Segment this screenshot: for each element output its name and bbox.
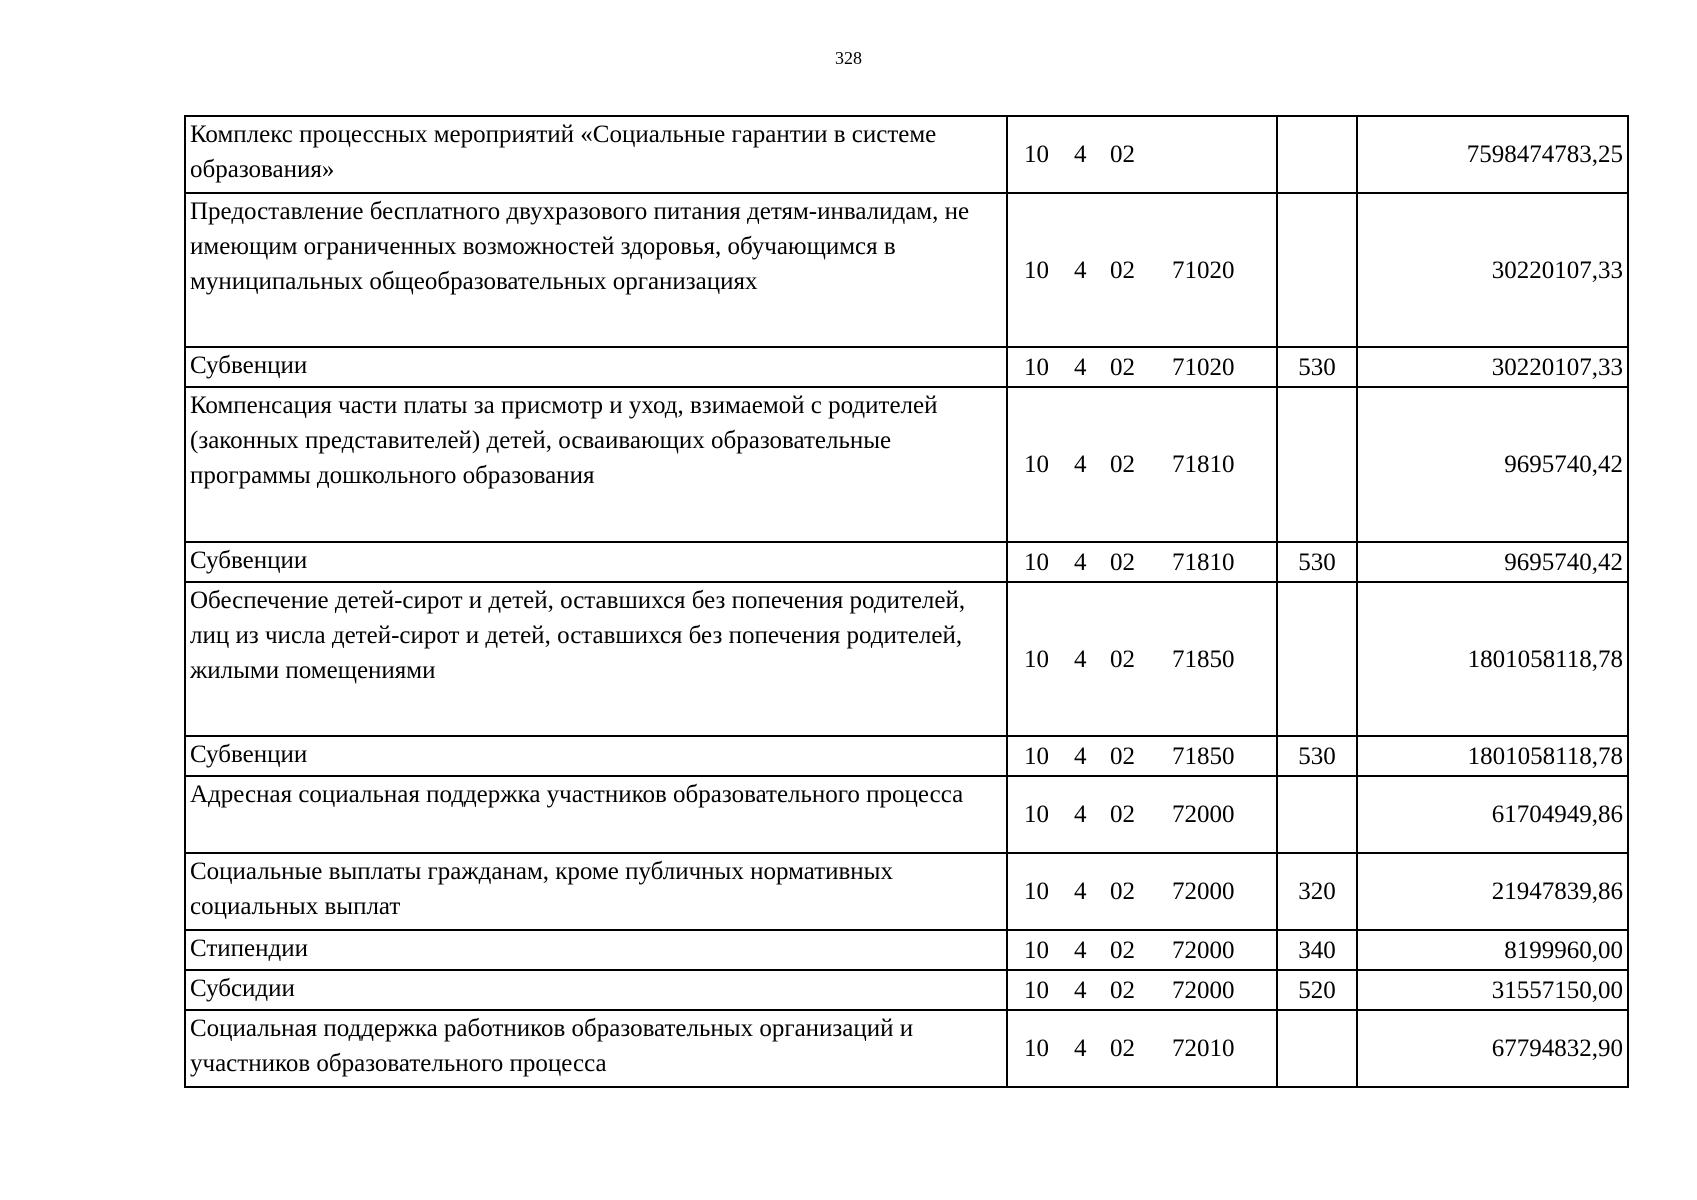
budget-table [184, 115, 1629, 1088]
section-code: 10 [1024, 256, 1049, 284]
row-name: Субсидии [185, 970, 1007, 1010]
amount: 9695740,42 [1357, 387, 1628, 542]
direction-code: 71810 [1172, 451, 1235, 478]
expense-type-code: 320 [1277, 853, 1357, 930]
section-code: 10 [1024, 645, 1049, 673]
subprogram-code: 02 [1110, 548, 1135, 576]
row-code [1007, 853, 1277, 930]
expense-type-code: 530 [1277, 347, 1357, 387]
program-code: 4 [1074, 878, 1087, 905]
table-row [185, 347, 1628, 387]
row-name: Субвенции [185, 347, 1007, 387]
section-code: 10 [1024, 936, 1049, 964]
amount: 7598474783,25 [1357, 116, 1628, 193]
direction-code: 72010 [1172, 1035, 1235, 1062]
program-code: 4 [1074, 1035, 1087, 1062]
expense-type-code: 340 [1277, 930, 1357, 970]
amount: 67794832,90 [1357, 1010, 1628, 1087]
direction-code: 71850 [1172, 742, 1235, 770]
direction-code: 72000 [1172, 801, 1235, 828]
row-name: Адресная социальная поддержка участников образовательного процесса [185, 776, 1007, 853]
program-code: 4 [1074, 645, 1087, 673]
row-code [1007, 970, 1277, 1010]
row-name: Субвенции [185, 542, 1007, 582]
row-name: Социальные выплаты гражданам, кроме публичных нормативных социальных выплат [185, 853, 1007, 930]
expense-type-code: 520 [1277, 970, 1357, 1010]
subprogram-code: 02 [1110, 1035, 1135, 1062]
table-row [185, 930, 1628, 970]
expense-type-code [1277, 776, 1357, 853]
row-name: Субвенции [185, 736, 1007, 776]
row-code [1007, 1010, 1277, 1087]
program-code: 4 [1074, 548, 1087, 576]
page-number: 328 [835, 48, 862, 68]
subprogram-code: 02 [1110, 801, 1135, 828]
section-code: 10 [1024, 1035, 1049, 1062]
table-row [185, 542, 1628, 582]
expense-type-code [1277, 582, 1357, 736]
direction-code: 72000 [1172, 878, 1235, 905]
subprogram-code: 02 [1110, 256, 1135, 284]
program-code: 4 [1074, 353, 1087, 381]
row-code [1007, 347, 1277, 387]
amount: 9695740,42 [1357, 542, 1628, 582]
row-name: Комплекс процессных мероприятий «Социальные гарантии в системе образования» [185, 116, 1007, 193]
amount: 1801058118,78 [1357, 582, 1628, 736]
direction-code: 71020 [1172, 256, 1235, 284]
row-name: Социальная поддержка работников образовательных организаций и участников образовательного процесса [185, 1010, 1007, 1087]
row-name: Стипендии [185, 930, 1007, 970]
direction-code: 71850 [1172, 645, 1235, 673]
subprogram-code: 02 [1110, 451, 1135, 478]
amount: 21947839,86 [1357, 853, 1628, 930]
section-code: 10 [1024, 742, 1049, 770]
program-code: 4 [1074, 936, 1087, 964]
program-code: 4 [1074, 801, 1087, 828]
row-code [1007, 387, 1277, 542]
expense-type-code [1277, 193, 1357, 347]
section-code: 10 [1024, 878, 1049, 905]
row-code [1007, 116, 1277, 193]
program-code: 4 [1074, 256, 1087, 284]
program-code: 4 [1074, 451, 1087, 478]
direction-code: 72000 [1172, 936, 1235, 964]
table-row [185, 970, 1628, 1010]
subprogram-code: 02 [1110, 976, 1135, 1004]
table-row [185, 776, 1628, 853]
section-code: 10 [1024, 451, 1049, 478]
subprogram-code: 02 [1110, 141, 1135, 168]
subprogram-code: 02 [1110, 353, 1135, 381]
table-row [185, 116, 1628, 193]
subprogram-code: 02 [1110, 936, 1135, 964]
subprogram-code: 02 [1110, 645, 1135, 673]
program-code: 4 [1074, 141, 1087, 168]
direction-code: 72000 [1172, 976, 1235, 1004]
subprogram-code: 02 [1110, 742, 1135, 770]
section-code: 10 [1024, 548, 1049, 576]
row-code [1007, 582, 1277, 736]
section-code: 10 [1024, 801, 1049, 828]
section-code: 10 [1024, 353, 1049, 381]
amount: 31557150,00 [1357, 970, 1628, 1010]
amount: 61704949,86 [1357, 776, 1628, 853]
table-row [185, 387, 1628, 542]
row-code [1007, 736, 1277, 776]
row-code [1007, 930, 1277, 970]
direction-code: 71810 [1172, 548, 1235, 576]
amount: 30220107,33 [1357, 193, 1628, 347]
expense-type-code: 530 [1277, 542, 1357, 582]
amount: 30220107,33 [1357, 347, 1628, 387]
table-row [185, 582, 1628, 736]
row-code [1007, 193, 1277, 347]
expense-type-code: 530 [1277, 736, 1357, 776]
table-row [185, 1010, 1628, 1087]
table-row [185, 193, 1628, 347]
row-name: Обеспечение детей-сирот и детей, оставшихся без попечения родителей, лиц из числа детей-сирот и детей, оставшихся без попечения родителей, жилыми помещениями [185, 582, 1007, 736]
row-name: Компенсация части платы за присмотр и уход, взимаемой с родителей (законных представителей) детей, осваивающих образовательные программы дошкольного образования [185, 387, 1007, 542]
direction-code: 71020 [1172, 353, 1235, 381]
amount: 8199960,00 [1357, 930, 1628, 970]
expense-type-code [1277, 387, 1357, 542]
table-row [185, 853, 1628, 930]
subprogram-code: 02 [1110, 878, 1135, 905]
section-code: 10 [1024, 976, 1049, 1004]
amount: 1801058118,78 [1357, 736, 1628, 776]
expense-type-code [1277, 116, 1357, 193]
program-code: 4 [1074, 742, 1087, 770]
row-code [1007, 776, 1277, 853]
row-code [1007, 542, 1277, 582]
expense-type-code [1277, 1010, 1357, 1087]
section-code: 10 [1024, 141, 1049, 168]
row-name: Предоставление бесплатного двухразового питания детям-инвалидам, не имеющим ограниченных возможностей здоровья, обучающимся в муниципальных общеобразовательных организациях [185, 193, 1007, 347]
table-row [185, 736, 1628, 776]
program-code: 4 [1074, 976, 1087, 1004]
